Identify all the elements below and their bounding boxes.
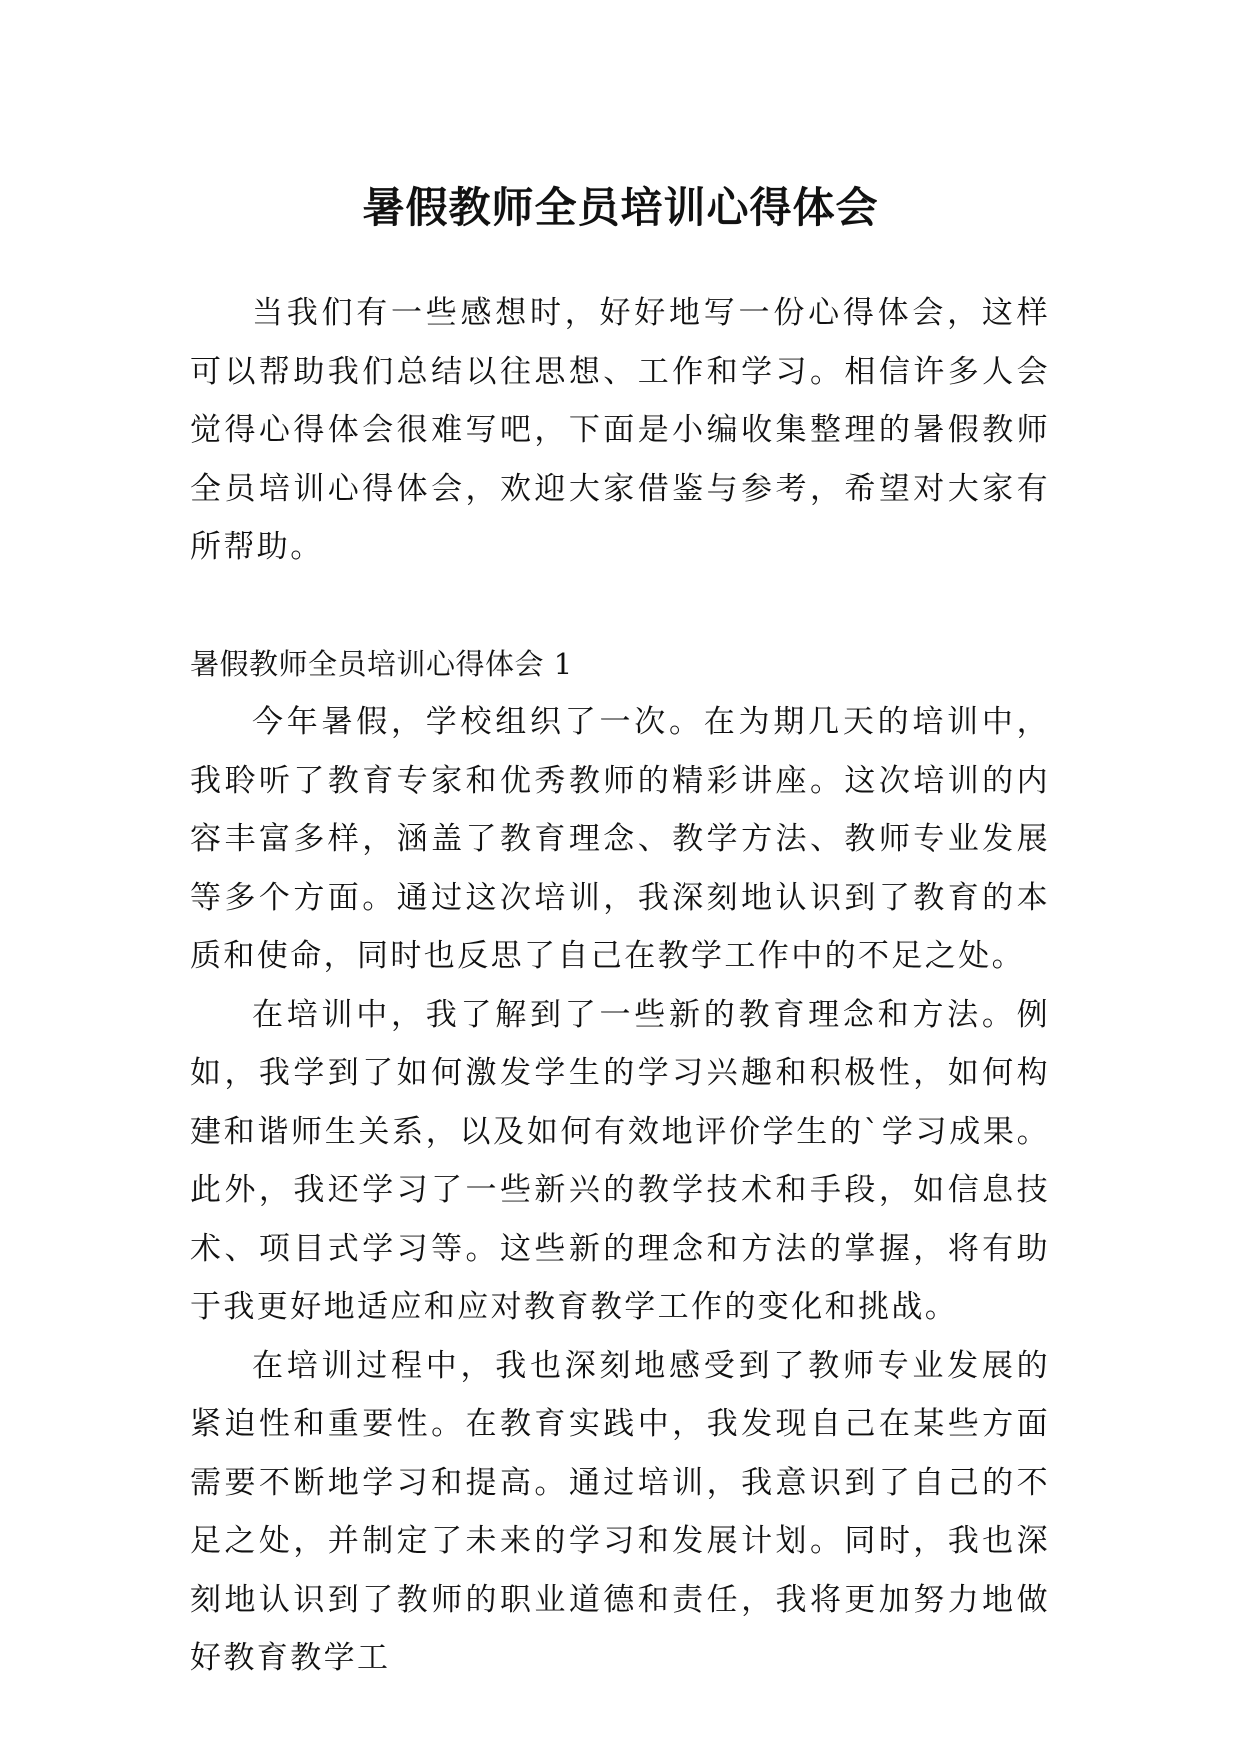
body-paragraph-3: 在培训过程中，我也深刻地感受到了教师专业发展的紧迫性和重要性。在教育实践中，我发现自己在某些方面需要不断地学习和提高。通过培训，我意识到了自己的不足之处，并制定了未来的学习和发展计划。同时，我也深刻地认识到了教师的职业道德和责任，我将更加努力地做好教育教学工 [190, 1347, 1050, 1676]
document-title: 暑假教师全员培训心得体会 [362, 183, 879, 233]
body-paragraph-1: 今年暑假，学校组织了一次。在为期几天的培训中，我聆听了教育专家和优秀教师的精彩讲座。这次培训的内容丰富多样，涵盖了教育理念、教学方法、教师专业发展等多个方面。通过这次培训，我深刻地认识到了教育的本质和使命，同时也反思了自己在教学工作中的不足之处。 [190, 704, 1050, 974]
section-heading: 暑假教师全员培训心得体会 1 [190, 646, 573, 681]
intro-paragraph: 当我们有一些感想时，好好地写一份心得体会，这样可以帮助我们总结以往思想、工作和学习。相信许多人会觉得心得体会很难写吧，下面是小编收集整理的暑假教师全员培训心得体会，欢迎大家借鉴与参考，希望对大家有所帮助。 [190, 295, 1050, 565]
body-paragraph-2: 在培训中，我了解到了一些新的教育理念和方法。例如，我学到了如何激发学生的学习兴趣和积极性，如何构建和谐师生关系，以及如何有效地评价学生的`学习成果。此外，我还学习了一些新兴的教学技术和手段，如信息技术、项目式学习等。这些新的理念和方法的掌握，将有助于我更好地适应和应对教育教学工作的变化和挑战。 [190, 996, 1050, 1325]
document-body [190, 284, 1050, 1688]
